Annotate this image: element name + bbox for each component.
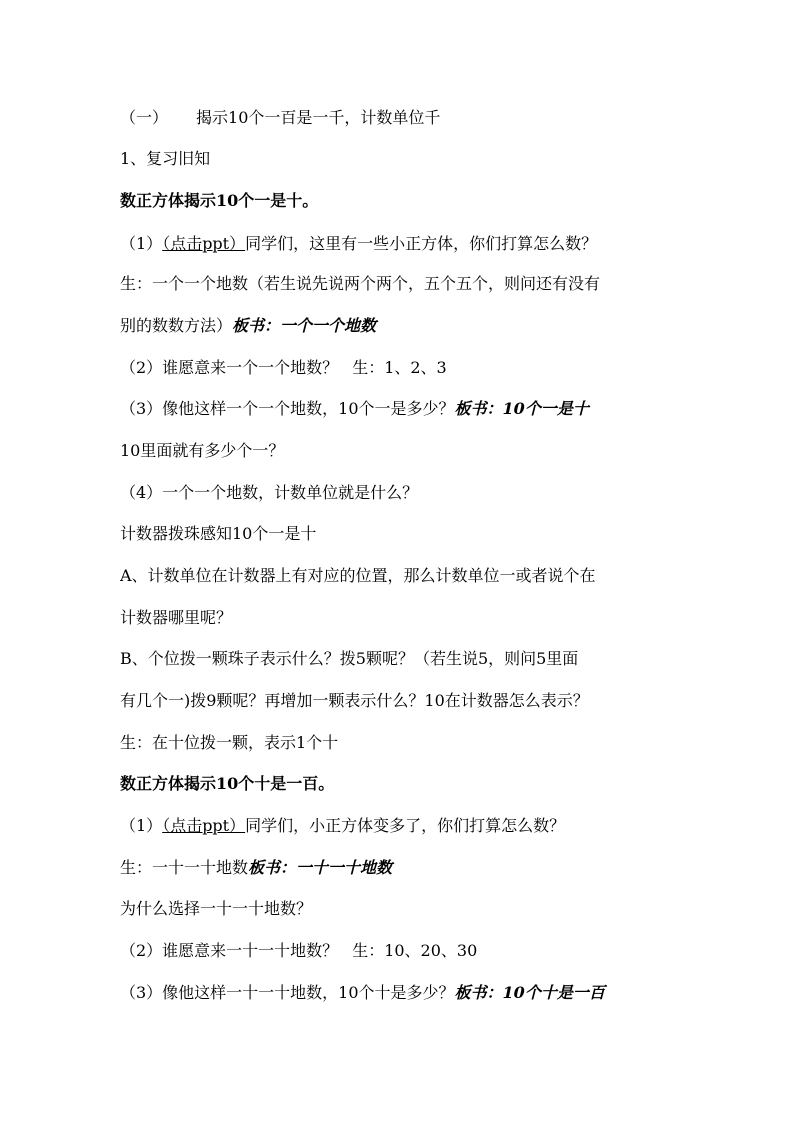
student-answer-by-tens: 生：一十一十地数板书：一十一十地数 bbox=[120, 858, 393, 877]
abacus-a-line2: 计数器哪里呢？ bbox=[120, 608, 233, 627]
section-ten-title: 数正方体揭示10个一是十。 bbox=[120, 191, 319, 210]
step2-ten: （2）谁愿意来一个一个地数？ 生：1、2、3 bbox=[120, 358, 447, 377]
step1-hundred: （1）（点击ppt）同学们，小正方体变多了，你们打算怎么数？ bbox=[120, 816, 566, 835]
review-title: 1、复习旧知 bbox=[120, 149, 211, 168]
abacus-b-line2: 有几个一)拨9颗呢？再增加一颗表示什么？10在计数器怎么表示？ bbox=[120, 691, 589, 710]
board-note: 板书：10个一是十 bbox=[454, 399, 589, 418]
student-answer: 生：1、2、3 bbox=[352, 358, 447, 377]
board-note: 板书：一十一十地数 bbox=[248, 858, 393, 877]
student-answer-continued: 别的数数方法）板书：一个一个地数 bbox=[120, 316, 377, 335]
click-ppt-note: （点击ppt） bbox=[162, 816, 246, 835]
section-number: （一） bbox=[120, 108, 169, 127]
step3-hundred: （3）像他这样一十一十地数，10个十是多少？板书：10个十是一百 bbox=[120, 983, 605, 1002]
section-hundred-title: 数正方体揭示10个十是一百。 bbox=[120, 774, 335, 793]
step3-ten: （3）像他这样一个一个地数，10个一是多少？板书：10个一是十 bbox=[120, 399, 589, 418]
board-note: 板书：一个一个地数 bbox=[232, 316, 377, 335]
student-answer: 生：10、20、30 bbox=[352, 941, 478, 960]
section-title: 揭示10个一百是一千，计数单位千 bbox=[196, 108, 441, 127]
ten-contains-question: 10里面就有多少个一？ bbox=[120, 441, 285, 460]
step4-ten: （4）一个一个地数，计数单位就是什么？ bbox=[120, 483, 419, 502]
abacus-a-line1: A、计数单位在计数器上有对应的位置，那么计数单位一或者说个在 bbox=[120, 566, 596, 585]
abacus-answer: 生：在十位拨一颗，表示1个十 bbox=[120, 733, 339, 752]
why-tens-question: 为什么选择一十一十地数？ bbox=[120, 899, 313, 918]
section-heading bbox=[120, 103, 700, 133]
step1-ten: （1）（点击ppt）同学们，这里有一些小正方体，你们打算怎么数？ bbox=[120, 234, 598, 253]
student-answer-one-by-one: 生：一个一个地数（若生说先说两个两个，五个五个，则问还有没有 bbox=[120, 274, 601, 293]
board-note: 板书：10个十是一百 bbox=[454, 983, 605, 1002]
abacus-b-line1: B、个位拨一颗珠子表示什么？拨5颗呢？（若生说5，则问5里面 bbox=[120, 649, 579, 668]
step2-hundred: （2）谁愿意来一十一十地数？ 生：10、20、30 bbox=[120, 941, 478, 960]
click-ppt-note: （点击ppt） bbox=[162, 234, 246, 253]
abacus-title: 计数器拨珠感知10个一是十 bbox=[120, 524, 317, 543]
